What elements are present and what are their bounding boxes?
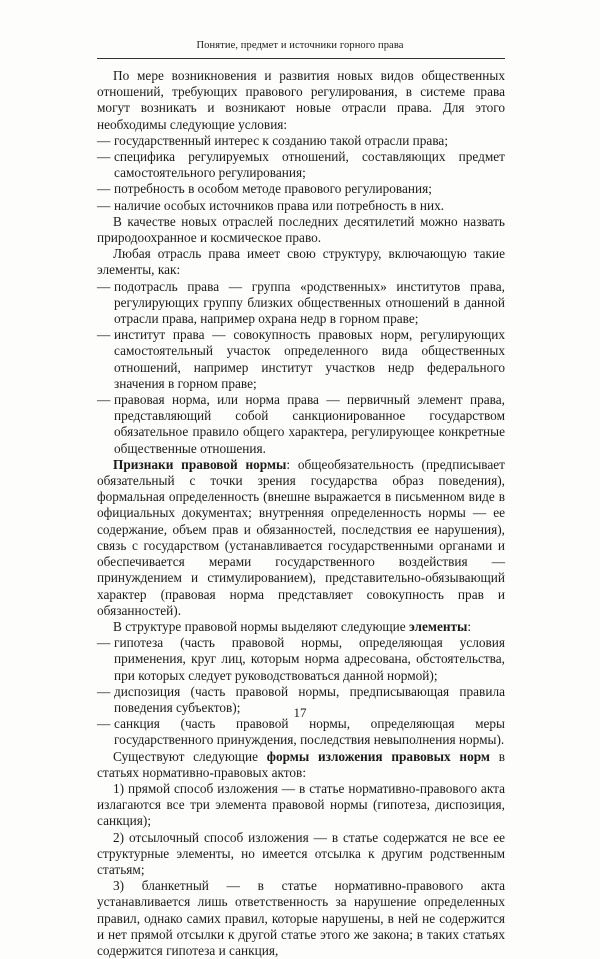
- list-item: — специфика регулируемых отношений, составляющих предмет самостоятельного регулирования;: [97, 149, 505, 181]
- page-number: 17: [293, 705, 307, 720]
- paragraph: Признаки правовой нормы: общеобязательность (предписывает обязательный с точки зрения государства образ поведения), формальная определенность (внешне выражается в письменном виде в официальных документах; внутренняя определенность нормы — ее содержание, объем прав и обязанностей, последствия ее нарушения), связь с государством (устанавливается государственными органами и обеспечивается мерами государственного воздействия — принуждением и стимулированием), представительно-обязывающий характер (правовая норма представляет совокупность прав и обязанностей).: [97, 456, 505, 618]
- list-item: — гипотеза (часть правовой нормы, определяющая условия применения, круг лиц, которым норма адресована, обстоятельства, при которых следует руководствоваться данной нормой);: [97, 635, 505, 683]
- paragraph: 2) отсылочный способ изложения — в статье содержатся не все ее структурные элементы, но имеется отсылка к другим родственным статьям;: [97, 829, 505, 877]
- list-item: — наличие особых источников права или потребность в них.: [97, 197, 445, 213]
- term-bold: формы изложения правовых норм: [266, 748, 490, 764]
- paragraph: В структуре правовой нормы выделяют следующие элементы:: [113, 618, 472, 634]
- paragraph: Любая отрасль права имеет свою структуру, включающую такие элементы, как:: [97, 246, 505, 278]
- paragraph: 3) бланкетный — в статье нормативно-правового акта устанавливается лишь ответственность за нарушение определенных правил, однако самих правил, которые нарушены, в ней не содержится и нет прямой отсылки к другой статье этого же закона; в таких статьях содержится гипотеза и санкция,: [97, 878, 505, 958]
- list-item: — правовая норма, или норма права — первичный элемент права, представляющий собой санкционированное государством обязательное правило общего характера, регулирующее конкретные общественные отношения.: [97, 392, 505, 456]
- list-item: — институт права — совокупность правовых норм, регулирующих самостоятельный участок определенного вида общественных отношений, например институт участков недр федерального значения в горном праве;: [97, 327, 505, 391]
- term-bold: элементы: [409, 618, 468, 634]
- header-rule: [97, 58, 505, 59]
- paragraph: 1) прямой способ изложения — в статье нормативно-правового акта излагаются все три элемента правовой нормы (гипотеза, диспозиция, санкция);: [97, 780, 505, 829]
- list-item: — санкция (часть правовой нормы, определяющая меры государственного принуждения, последствия невыполнения нормы).: [97, 716, 505, 748]
- paragraph: По мере возникновения и развития новых видов общественных отношений, требующих правового регулирования, в системе права могут возникать и возникают новые отрасли права. Для этого необходимы следующие условия:: [97, 68, 505, 132]
- list-item: — подотрасль права — группа «родственных» институтов права, регулирующих группу близких общественных отношений в данной отрасли права, например охрана недр в горном праве;: [97, 278, 505, 327]
- paragraph: В качестве новых отраслей последних десятилетий можно назвать природоохранное и космическое право.: [97, 213, 505, 246]
- paragraph: Существуют следующие формы изложения правовых норм в статьях нормативно-правовых актов:: [97, 748, 505, 780]
- body-text: [97, 68, 505, 959]
- running-head: Понятие, предмет и источники горного права: [196, 40, 404, 51]
- term-bold: Признаки правовой нормы: [113, 456, 287, 472]
- list-item: — диспозиция (часть правовой нормы, предписывающая правила поведения субъектов);: [97, 683, 505, 715]
- list-item: — государственный интерес к созданию такой отрасли права;: [97, 132, 449, 148]
- list-item: — потребность в особом методе правового регулирования;: [97, 181, 432, 197]
